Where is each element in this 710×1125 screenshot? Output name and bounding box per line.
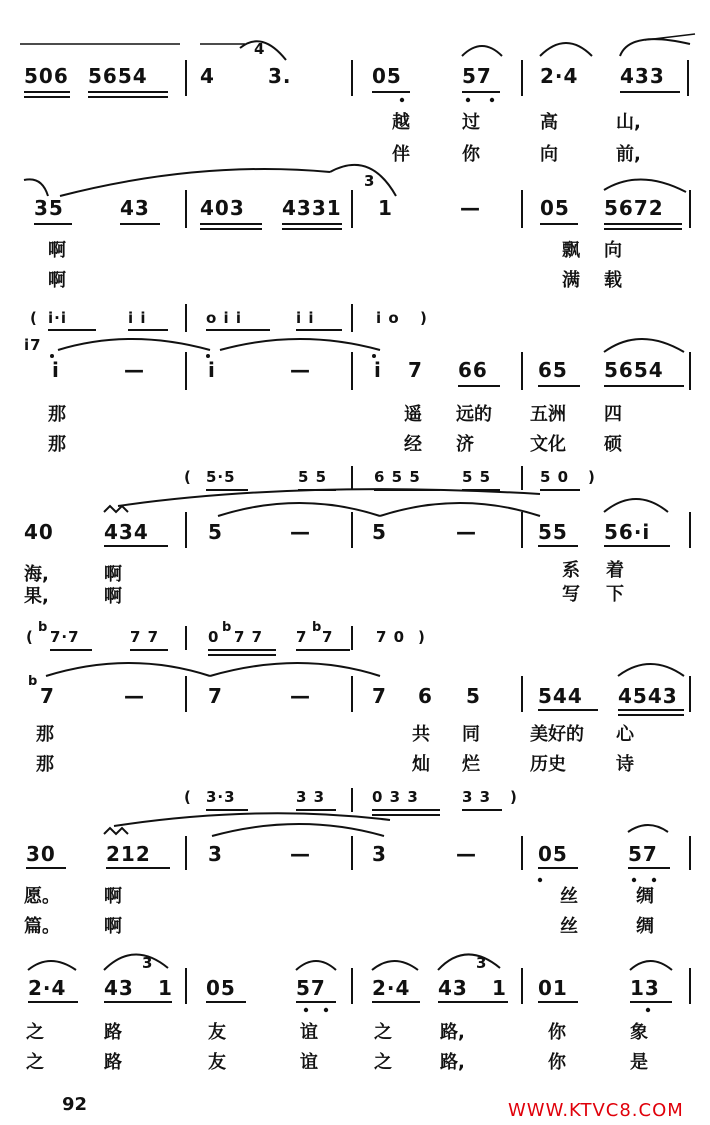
note-group: 506 <box>24 64 69 88</box>
note: 1 <box>492 976 507 1000</box>
lyric: 友 <box>208 1052 226 1073</box>
dash: — <box>290 684 311 708</box>
lyric: 之 <box>374 1052 392 1073</box>
accomp-notes: 3 3 <box>296 788 326 806</box>
page-number: 92 <box>62 1094 88 1115</box>
lyric: 路, <box>440 1022 465 1043</box>
lyric: 路, <box>440 1052 465 1073</box>
lyric: 四 <box>604 404 622 425</box>
grace-note: 3 <box>142 954 154 972</box>
lyric: 烂 <box>462 754 480 775</box>
note-group: 05 <box>538 842 568 866</box>
lyric: 谊 <box>300 1022 318 1043</box>
lyric: 啊 <box>48 240 66 261</box>
note-group: 5654 <box>604 358 664 382</box>
lyric: 你 <box>462 144 480 165</box>
lyric: 山, <box>616 112 641 133</box>
accomp-notes: 3·3 <box>206 788 236 806</box>
note-group: 2·4 <box>28 976 67 1000</box>
dash: — <box>290 842 311 866</box>
website-watermark[interactable]: WWW.KTVC8.COM <box>508 1100 684 1121</box>
accomp-notes: o i i <box>206 309 243 327</box>
note: 3 <box>208 842 223 866</box>
lyric: 经 <box>404 434 422 455</box>
lyric: 同 <box>462 724 480 745</box>
note-group: 43 <box>104 976 134 1000</box>
lyric: 之 <box>26 1052 44 1073</box>
note-group: 4543 <box>618 684 678 708</box>
lyric: 绸 <box>636 916 654 937</box>
note-group: 57 <box>296 976 326 1000</box>
lyric: 象 <box>630 1022 648 1043</box>
note: 5 <box>372 520 387 544</box>
lyric: 海, <box>24 564 49 585</box>
note: i <box>374 358 382 382</box>
note-group: 30 <box>26 842 56 866</box>
accomp-bracket: ( <box>26 628 34 646</box>
lyric: 五洲 <box>530 404 566 425</box>
accomp-notes: 7 7 <box>130 628 160 646</box>
note-group: 05 <box>372 64 402 88</box>
lyric: 篇。 <box>24 916 60 937</box>
lyric: 那 <box>48 434 66 455</box>
lyric: 高 <box>540 112 558 133</box>
accomp-notes: 5 5 <box>298 468 328 486</box>
dash: — <box>290 358 311 382</box>
accomp-bracket: ) <box>510 788 518 806</box>
lyric: 啊 <box>48 270 66 291</box>
note-group: — <box>460 196 481 220</box>
accomp-bracket: ( <box>184 468 192 486</box>
note-group: 4 <box>200 64 215 88</box>
accomp-notes: i·i <box>48 309 67 327</box>
lyric: 果, <box>24 586 49 607</box>
dash: — <box>124 358 145 382</box>
note-group: 1 <box>378 196 393 220</box>
lyric: 心 <box>616 724 634 745</box>
accomp-notes: 5·5 <box>206 468 236 486</box>
lyric: 向 <box>604 240 622 261</box>
lyric: 着 <box>606 560 624 581</box>
lyric: 诗 <box>616 754 634 775</box>
grace-note: 3 <box>476 954 488 972</box>
lyric: 越 <box>392 112 410 133</box>
accomp-notes: 0 3 3 <box>372 788 419 806</box>
note-group: 5672 <box>604 196 664 220</box>
note-group: 35 <box>34 196 64 220</box>
note-group: 5654 <box>88 64 148 88</box>
note-group: 43 <box>438 976 468 1000</box>
note-group: 65 <box>538 358 568 382</box>
note: 1 <box>158 976 173 1000</box>
lyric: 谊 <box>300 1052 318 1073</box>
flat-sign: b <box>312 620 323 635</box>
note: 3 <box>372 842 387 866</box>
grace-note: 4 <box>254 40 266 58</box>
lyric: 是 <box>630 1052 648 1073</box>
note-group: 43 <box>120 196 150 220</box>
lyric: 路 <box>104 1022 122 1043</box>
lyric: 那 <box>48 404 66 425</box>
lyric: 济 <box>456 434 474 455</box>
note-group: 2·4 <box>540 64 579 88</box>
lyric: 写 <box>562 584 580 605</box>
flat-sign: b <box>38 620 49 635</box>
lyric: 那 <box>36 754 54 775</box>
note: 7 <box>208 684 223 708</box>
lyric: 之 <box>374 1022 392 1043</box>
dash: — <box>124 684 145 708</box>
note-group: 433 <box>620 64 665 88</box>
lyric: 向 <box>540 144 558 165</box>
lyric: 远的 <box>456 404 492 425</box>
lyric: 绸 <box>636 886 654 907</box>
lyric: 那 <box>36 724 54 745</box>
accomp-notes: 7 0 <box>376 628 406 646</box>
lyric: 飘 <box>562 240 580 261</box>
accomp-bracket: ( <box>30 309 38 327</box>
lyric: 灿 <box>412 754 430 775</box>
lyric: 前, <box>616 144 641 165</box>
note-group: 57 <box>628 842 658 866</box>
note: 5 <box>466 684 481 708</box>
flat-sign: b <box>222 620 233 635</box>
lyric: 载 <box>604 270 622 291</box>
lyric: 友 <box>208 1022 226 1043</box>
lyric: 啊 <box>104 586 122 607</box>
accomp-bracket: ) <box>418 628 426 646</box>
grace-note: i7 <box>24 336 42 354</box>
lyric: 下 <box>606 584 624 605</box>
lyric: 愿。 <box>24 886 60 907</box>
accomp-notes: 5 0 <box>540 468 570 486</box>
note-group: 56·i <box>604 520 651 544</box>
note: i <box>208 358 216 382</box>
note: 6 <box>418 684 433 708</box>
note-group: 4331 <box>282 196 342 220</box>
lyric: 文化 <box>530 434 566 455</box>
note: i <box>52 358 60 382</box>
note: 7 <box>408 358 423 382</box>
note-group: 434 <box>104 520 149 544</box>
accomp-notes: i i <box>128 309 147 327</box>
lyric: 美好的 <box>530 724 584 745</box>
accomp-notes: 0 <box>208 628 220 646</box>
dash: — <box>290 520 311 544</box>
lyric: 历史 <box>530 754 566 775</box>
note-group: 403 <box>200 196 245 220</box>
lyric: 啊 <box>104 564 122 585</box>
lyric: 你 <box>548 1052 566 1073</box>
accomp-notes: 7 <box>296 628 308 646</box>
lyric: 啊 <box>104 916 122 937</box>
note-group: 3. <box>268 64 292 88</box>
note-group: 57 <box>462 64 492 88</box>
accomp-bracket: ( <box>184 788 192 806</box>
note-group: 05 <box>540 196 570 220</box>
accomp-bracket: ) <box>588 468 596 486</box>
lyric: 路 <box>104 1052 122 1073</box>
accomp-notes: 7 7 <box>234 628 264 646</box>
accomp-notes: i i <box>296 309 315 327</box>
lyric: 过 <box>462 112 480 133</box>
note-group: 2·4 <box>372 976 411 1000</box>
lyric: 满 <box>562 270 580 291</box>
dash: — <box>456 842 477 866</box>
note: 7 <box>372 684 387 708</box>
lyric: 共 <box>412 724 430 745</box>
lyric: 硕 <box>604 434 622 455</box>
note-group: 55 <box>538 520 568 544</box>
note: 7 <box>40 684 55 708</box>
accomp-notes: 7·7 <box>50 628 80 646</box>
note-group: 66 <box>458 358 488 382</box>
lyric: 啊 <box>104 886 122 907</box>
accomp-notes: 6 5 5 <box>374 468 421 486</box>
lyric: 遥 <box>404 404 422 425</box>
accomp-bracket: ) <box>420 309 428 327</box>
accomp-notes: i o <box>376 309 400 327</box>
lyric: 系 <box>562 560 580 581</box>
accomp-notes: 5 5 <box>462 468 492 486</box>
note-group: 212 <box>106 842 151 866</box>
lyric: 伴 <box>392 144 410 165</box>
flat-sign: b <box>28 674 39 689</box>
dash: — <box>456 520 477 544</box>
lyric: 丝 <box>560 886 578 907</box>
note-group: 40 <box>24 520 54 544</box>
grace-note: 3 <box>364 172 376 190</box>
accomp-notes: 3 3 <box>462 788 492 806</box>
accomp-notes: 7 <box>322 628 334 646</box>
note-group: 01 <box>538 976 568 1000</box>
lyric: 你 <box>548 1022 566 1043</box>
lyric: 之 <box>26 1022 44 1043</box>
note: 5 <box>208 520 223 544</box>
note-group: 13 <box>630 976 660 1000</box>
note-group: 544 <box>538 684 583 708</box>
lyric: 丝 <box>560 916 578 937</box>
note-group: 05 <box>206 976 236 1000</box>
